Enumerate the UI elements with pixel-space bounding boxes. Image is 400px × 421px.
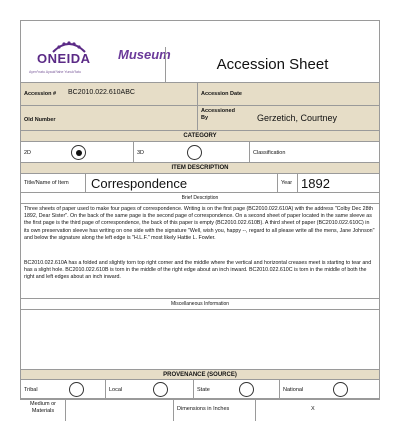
category-2d-radio[interactable] bbox=[71, 145, 86, 160]
medium-divider-3 bbox=[255, 399, 256, 421]
provenance-local-radio[interactable] bbox=[153, 382, 168, 397]
dimensions-separator: X bbox=[311, 406, 315, 412]
provenance-state-label: State bbox=[197, 387, 210, 393]
accession-number-field[interactable]: BC2010.022.610ABC bbox=[68, 89, 135, 96]
item-description-heading: ITEM DESCRIPTION bbox=[21, 163, 379, 173]
title-row-divider-3 bbox=[297, 174, 298, 192]
category-3d-radio[interactable] bbox=[187, 145, 202, 160]
provenance-divider-1 bbox=[105, 380, 106, 398]
logo-name: ONEIDA bbox=[37, 51, 91, 66]
provenance-divider-3 bbox=[279, 380, 280, 398]
title-row-divider-2 bbox=[277, 174, 278, 192]
category-divider-2 bbox=[249, 142, 250, 162]
accession-number-label: Accession # bbox=[24, 91, 57, 97]
provenance-national-label: National bbox=[283, 387, 304, 393]
accession-col-divider bbox=[197, 83, 198, 130]
accessioned-by-field[interactable]: Gerzetich, Courtney bbox=[257, 113, 338, 123]
title-name-label: Title/Name of Item bbox=[24, 180, 69, 186]
title-name-field[interactable]: Correspondence bbox=[91, 176, 188, 191]
medium-row bbox=[21, 399, 379, 421]
accession-block bbox=[21, 83, 379, 131]
brief-description-paragraph-2: BC2010.022.610A has a folded and slightly torn top right corner and the middle where the vertical and horizontal creases meet is starting to tear and has a slight hole. BC2010.022.610B is torn in the middle of the right edge about an inch inward. BC2010.022.610C is torn in the middle of both the right and left edges about an inch inward. bbox=[24, 260, 372, 281]
medium-divider-2 bbox=[173, 399, 174, 421]
logo-tagline: Ayenˀnatu Ayaukˀtahe Yunukˀlatu bbox=[29, 70, 81, 74]
provenance-heading: PROVENANCE (SOURCE) bbox=[21, 369, 379, 379]
provenance-row bbox=[21, 379, 379, 399]
provenance-tribal-label: Tribal bbox=[24, 387, 38, 393]
category-2d-label: 2D bbox=[24, 150, 32, 156]
medium-label: Medium or Materials bbox=[30, 401, 56, 414]
sheet-header bbox=[21, 21, 379, 83]
title-box bbox=[165, 47, 379, 83]
misc-info-label: Miscellaneous Information bbox=[170, 301, 230, 307]
provenance-divider-2 bbox=[193, 380, 194, 398]
dimensions-label: Dimensions in Inches bbox=[177, 406, 230, 412]
page-title: Accession Sheet bbox=[216, 56, 329, 73]
museum-label: Museum bbox=[118, 47, 171, 62]
provenance-national-radio[interactable] bbox=[333, 382, 348, 397]
category-heading: CATEGORY bbox=[21, 131, 379, 141]
brief-description-paragraph-1: Three sheets of paper used to make four pages of correspondence. Writing is on the first page (BC2010.022.610A) with the address "Colby Dec 28th 1892, Dear Sister". On the back of the same page is the second page of correspondence. On a second sheet of paper located in the same sleeve as the first page is the third page of correspondence, the back of this paper is empty (BC2010.022.610B). A third sheet of paper (BC2010.022.610C) in its own preservation sleeve has writing on one side with the signature "Well, wish you, happy --, regard to all please write all the mens, Jane Johnson" and below the signature along the left edge is "H.L.F." most likely Hattie L. Fowler. bbox=[24, 206, 375, 241]
misc-info-field[interactable] bbox=[21, 309, 379, 369]
title-row-divider-1 bbox=[85, 174, 86, 192]
accession-sheet bbox=[20, 20, 380, 414]
medium-divider-1 bbox=[65, 399, 66, 421]
category-3d-label: 3D bbox=[137, 150, 145, 156]
classification-label: Classification bbox=[253, 150, 286, 156]
provenance-local-label: Local bbox=[109, 387, 123, 393]
category-divider-1 bbox=[133, 142, 134, 162]
accessioned-by-label: Accessioned By bbox=[201, 108, 235, 121]
old-number-label: Old Number bbox=[24, 117, 56, 123]
accession-divider bbox=[21, 105, 379, 106]
provenance-tribal-radio[interactable] bbox=[69, 382, 84, 397]
provenance-state-radio[interactable] bbox=[239, 382, 254, 397]
oneida-logo bbox=[29, 39, 109, 83]
brief-description-field[interactable] bbox=[21, 203, 379, 299]
category-row bbox=[21, 141, 379, 163]
accession-date-label: Accession Date bbox=[201, 91, 242, 97]
year-field[interactable]: 1892 bbox=[301, 176, 330, 191]
title-row bbox=[21, 173, 379, 193]
year-label: Year bbox=[281, 180, 293, 186]
brief-description-label: Brief Description bbox=[181, 195, 219, 201]
